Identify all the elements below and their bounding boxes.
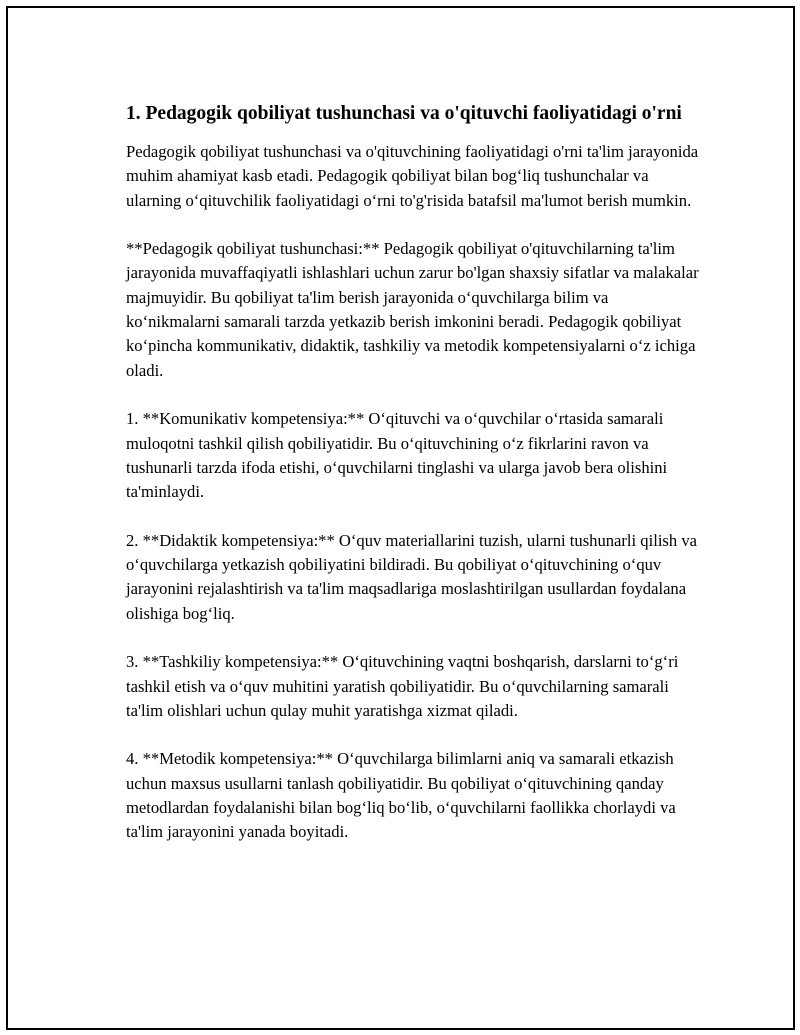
paragraph-didactic: 2. **Didaktik kompetensiya:** O‘quv materiallarini tuzish, ularni tushunarli qilish va o‘quvchilarga yetkazish qobiliyatini bildiradi. Bu qobiliyat o‘qituvchining o‘quv jarayonini rejalashtirish va ta'lim maqsadlariga moslashtirilgan usullardan foydalana olishiga bog‘liq. xyxy=(126,530,697,623)
document-body xyxy=(126,101,706,845)
paragraph-definition: **Pedagogik qobiliyat tushunchasi:** Pedagogik qobiliyat o'qituvchilarning ta'lim jarayonida muvaffaqiyatli ishlashlari uchun zarur bo'lgan shaxsiy sifatlar va malakalar majmuyidir. Bu qobiliyat ta'lim berish jarayonida o‘quvchilarga bilim va ko‘nikmalarni samarali tarzda yetkazib berish imkonini beradi. Pedagogik qobiliyat ko‘pincha kommunikativ, didaktik, tashkiliy va metodik kompetensiyalarni o‘z ichiga oladi. xyxy=(126,239,699,380)
paragraph-organizational: 3. **Tashkiliy kompetensiya:** O‘qituvchining vaqtni boshqarish, darslarni to‘g‘ri tashkil etish va o‘quv muhitini yaratish qobiliyatidir. Bu o‘quvchilarning samarali ta'lim olishlari uchun qulay muhit yaratishga xizmat qiladi. xyxy=(126,652,679,720)
paragraph-communicative: 1. **Komunikativ kompetensiya:** O‘qituvchi va o‘quvchilar o‘rtasida samarali muloqotni tashkil qilish qobiliyatidir. Bu o‘qituvchining o‘z fikrlarini ravon va tushunarli tarzda ifoda etishi, o‘quvchilarni tinglashi va ularga javob bera olishini ta'minlaydi. xyxy=(126,409,668,502)
document-title: 1. Pedagogik qobiliyat tushunchasi va o'qituvchi faoliyatidagi o'rni xyxy=(126,103,682,124)
page-frame xyxy=(6,6,795,1030)
paragraph-methodical: 4. **Metodik kompetensiya:** O‘quvchilarga bilimlarni aniq va samarali etkazish uchun maxsus usullarni tanlash qobiliyatidir. Bu qobiliyat o‘qituvchining qanday metodlardan foydalanishi bilan bog‘liq bo‘lib, o‘quvchilarni faollikka chorlaydi va ta'lim jarayonini yanada boyitadi. xyxy=(126,749,676,842)
paragraph-intro: Pedagogik qobiliyat tushunchasi va o'qituvchining faoliyatidagi o'rni ta'lim jarayonida muhim ahamiyat kasb etadi. Pedagogik qobiliyat bilan bog‘liq tushunchalar va ularning o‘qituvchilik faoliyatidagi o‘rni to'g'risida batafsil ma'lumot berish mumkin. xyxy=(126,142,699,210)
